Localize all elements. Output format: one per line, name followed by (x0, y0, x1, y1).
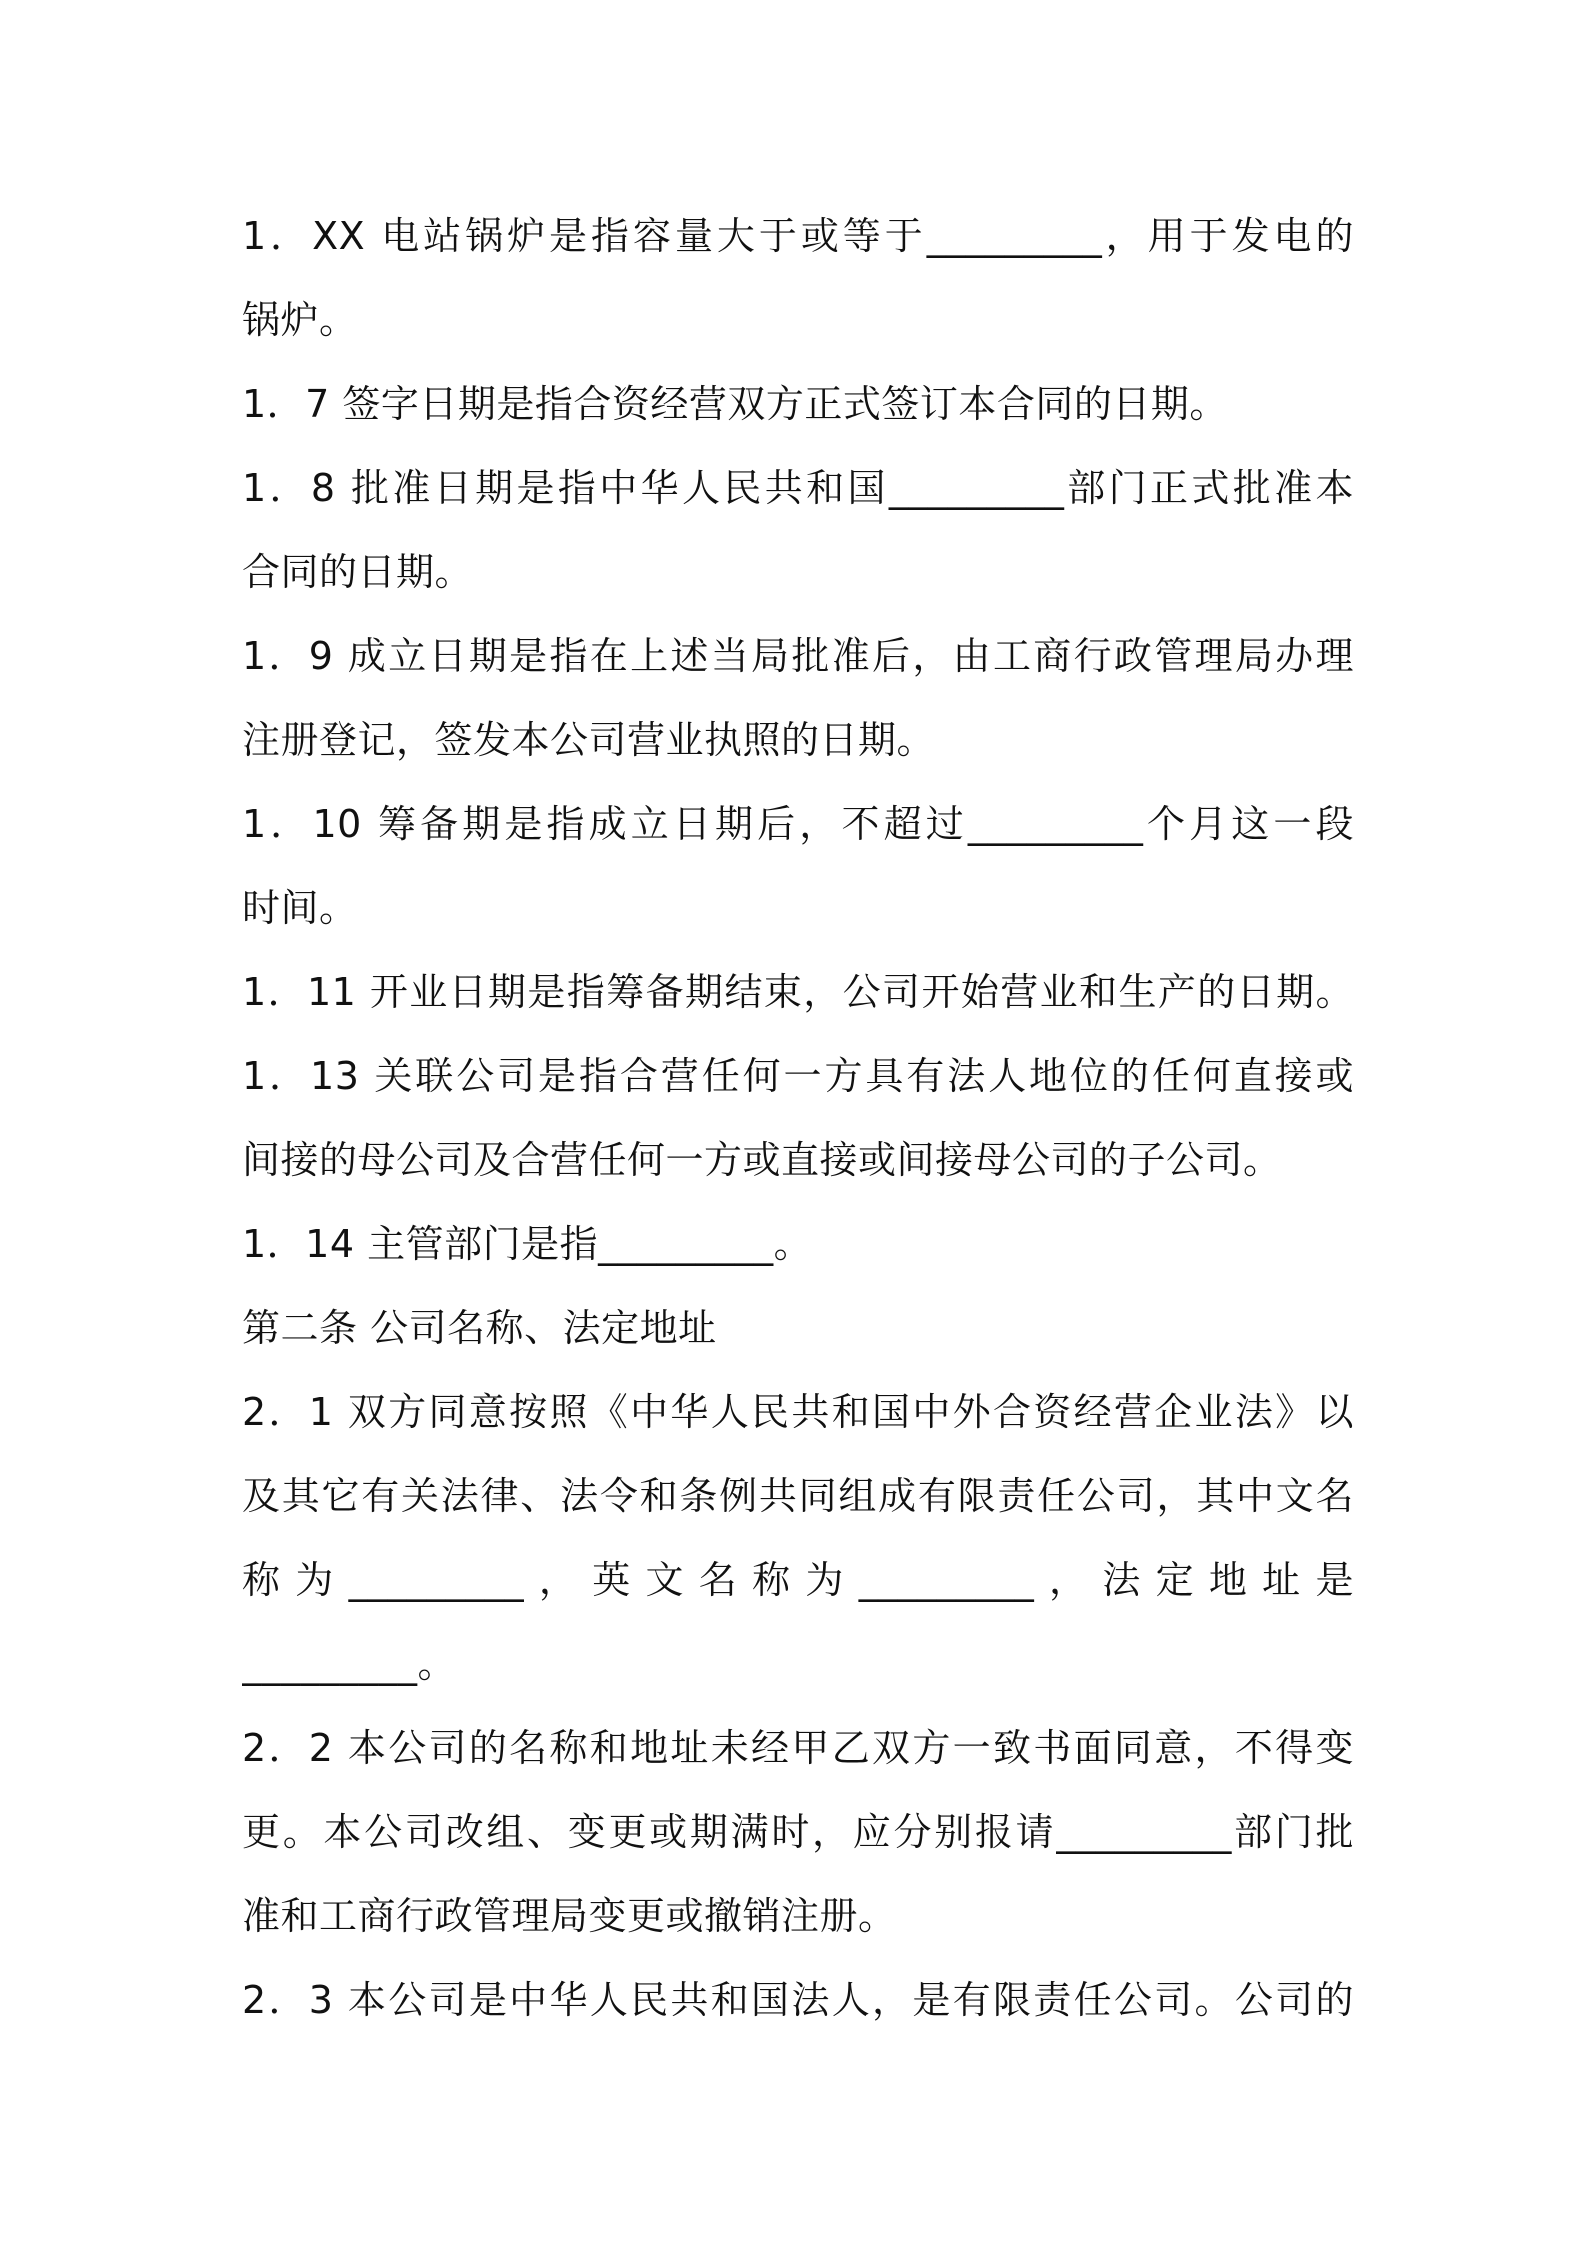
text-line: 更。本公司改组、变更或期满时，应分别报请_________部门批 (242, 1810, 1354, 1854)
text-line: 锅炉。 (242, 298, 358, 342)
text-line: 1．8 批准日期是指中华人民共和国_________部门正式批准本 (242, 466, 1354, 510)
text-line: _________。 (242, 1642, 457, 1686)
text-line: 1．7 签字日期是指合资经营双方正式签订本合同的日期。 (242, 382, 1228, 426)
text-line: 1．10 筹备期是指成立日期后，不超过_________个月这一段 (242, 802, 1354, 846)
text-line: 1．13 关联公司是指合营任何一方具有法人地位的任何直接或 (242, 1054, 1354, 1098)
text-line: 1．9 成立日期是指在上述当局批准后，由工商行政管理局办理 (242, 634, 1354, 678)
text-line: 合同的日期。 (242, 550, 474, 594)
text-line: 2．2 本公司的名称和地址未经甲乙双方一致书面同意，不得变 (242, 1726, 1354, 1770)
text-line: 注册登记，签发本公司营业执照的日期。 (242, 718, 936, 762)
document-body (242, 194, 1354, 2042)
text-line: 2．1 双方同意按照《中华人民共和国中外合资经营企业法》以 (242, 1390, 1354, 1434)
text-line: 准和工商行政管理局变更或撤销注册。 (242, 1894, 897, 1938)
text-line: 2．3 本公司是中华人民共和国法人，是有限责任公司。公司的 (242, 1978, 1354, 2022)
text-line: 时间。 (242, 886, 358, 930)
text-line: 1．11 开业日期是指筹备期结束，公司开始营业和生产的日期。 (242, 970, 1354, 1014)
text-line: 1．14 主管部门是指_________。 (242, 1222, 813, 1266)
text-line: 间接的母公司及合营任何一方或直接或间接母公司的子公司。 (242, 1138, 1282, 1182)
text-line: 及其它有关法律、法令和条例共同组成有限责任公司，其中文名 (242, 1474, 1354, 1518)
section-heading: 第二条 公司名称、法定地址 (242, 1306, 717, 1350)
text-line: 1．XX 电站锅炉是指容量大于或等于_________，用于发电的 (242, 214, 1354, 258)
text-line: 称为_________，英文名称为_________，法定地址是 (242, 1558, 1354, 1602)
